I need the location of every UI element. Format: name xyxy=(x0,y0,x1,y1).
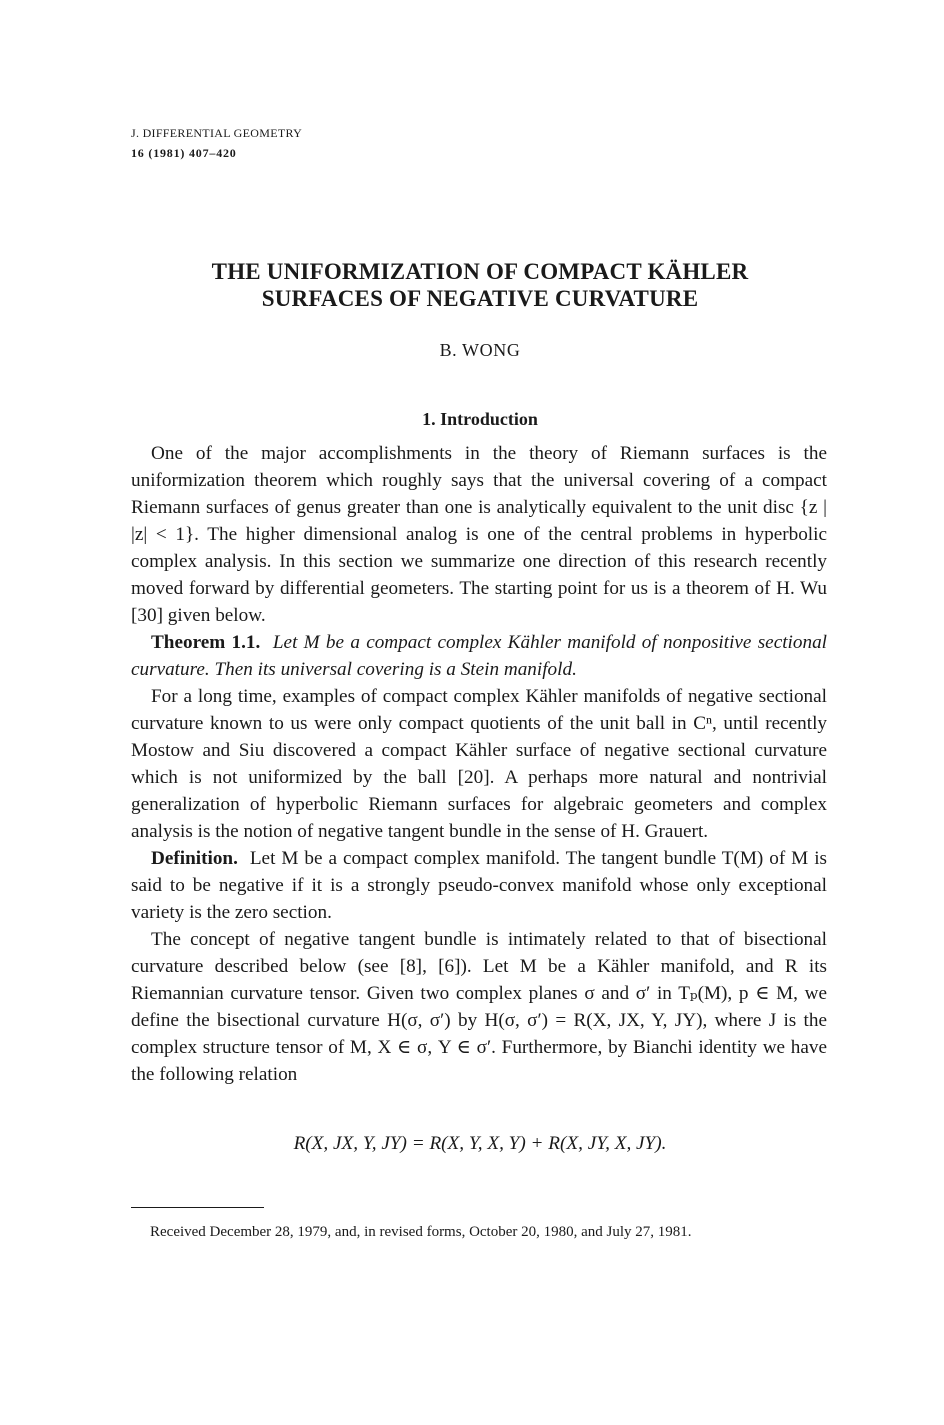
paper-title-line-1: THE UNIFORMIZATION OF COMPACT KÄHLER xyxy=(211,259,749,284)
footnote: Received December 28, 1979, and, in revised forms, October 20, 1980, and July 27, 1981. xyxy=(150,1224,692,1240)
section-heading: 1. Introduction xyxy=(422,409,538,429)
footnote-rule xyxy=(131,1207,264,1208)
paper-title-line-2: SURFACES OF NEGATIVE CURVATURE xyxy=(261,286,699,311)
definition-statement: Let M be a compact complex manifold. The tangent bundle T(M) of M is said to be negative if it is a strongly pseudo-convex manifold whose only exceptional variety is the zero section. xyxy=(131,848,828,923)
journal-header xyxy=(131,123,302,163)
paragraph-bisectional: The concept of negative tangent bundle is intimately related to that of bisectional curvature described below (see [8], [6]). Let M be a Kähler manifold, and R its Riemannian curvature tensor. Given two complex planes σ and σ′ in Tₚ(M), p ∈ M, we define the bisectional curvature H(σ, σ′) by H(σ, σ′) = R(X, JX, Y, JY), where J is the complex structure tensor of M, X ∈ σ, Y ∈ σ′. Furthermore, by Bianchi identity we have the following relation xyxy=(131,929,827,1085)
paragraph-intro: One of the major accomplishments in the theory of Riemann surfaces is the uniformization theorem which roughly says that the universal covering of a compact Riemann surfaces of genus greater than one is analytically equivalent to the unit disc {z | |z| < 1}. The higher dimensional analog is one of the central problems in hyperbolic complex analysis. In this section we summarize one direction of this research recently moved forward by differential geometers. The starting point for us is a theorem of H. Wu [30] given below. xyxy=(131,443,827,626)
theorem xyxy=(131,629,827,683)
paragraph-examples: For a long time, examples of compact complex Kähler manifolds of negative sectional curvature known to us were only compact quotients of the unit ball in Cⁿ, until recently Mostow and Siu discovered a compact Kähler surface of negative sectional curvature which is not uniformized by the ball [20]. A perhaps more natural and nontrivial generalization of hyperbolic Riemann surfaces for algebraic geometers and complex analysis is the notion of negative tangent bundle in the sense of H. Grauert. xyxy=(131,686,827,842)
definition-label: Definition. xyxy=(151,848,238,869)
journal-issue: 16 (1981) 407–420 xyxy=(131,146,237,160)
journal-name: J. DIFFERENTIAL GEOMETRY xyxy=(131,126,303,140)
theorem-statement: Let M be a compact complex Kähler manifold of nonpositive sectional curvature. Then its universal covering is a Stein manifold. xyxy=(131,632,827,680)
author: B. WONG xyxy=(439,340,521,360)
theorem-label: Theorem 1.1. xyxy=(151,632,261,653)
definition xyxy=(131,845,827,926)
display-equation: R(X, JX, Y, JY) = R(X, Y, X, Y) + R(X, JY, X, JY). xyxy=(293,1133,667,1154)
body-text xyxy=(131,440,827,1088)
paper-title xyxy=(100,258,860,312)
